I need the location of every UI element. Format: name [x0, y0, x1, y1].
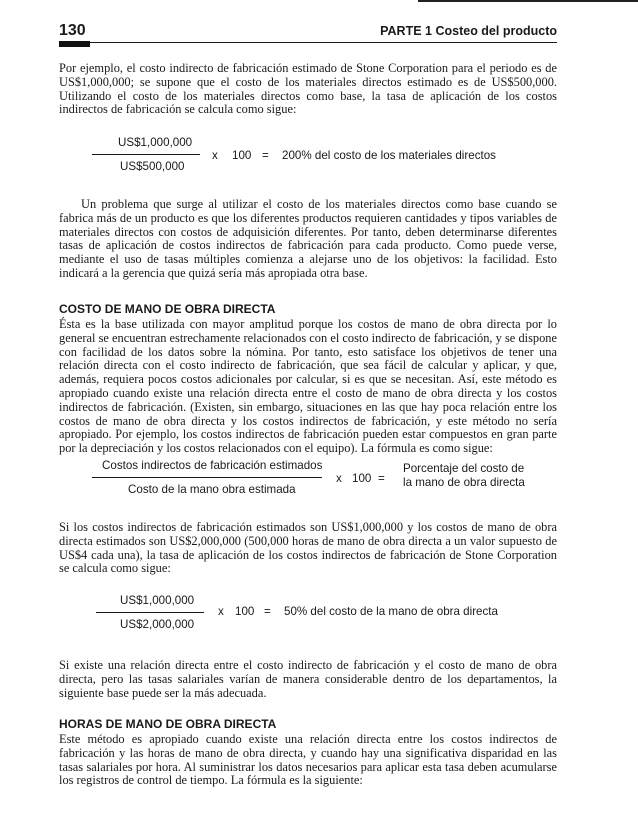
formula3-result: 50% del costo de la mano de obra directa — [284, 605, 498, 618]
heading-direct-labor-hours: HORAS DE MANO DE OBRA DIRECTA — [59, 717, 277, 731]
formula3-times: x — [218, 605, 224, 618]
formula2-fraction-bar — [92, 477, 322, 478]
page-number: 130 — [59, 22, 86, 39]
heading-direct-labor-cost: COSTO DE MANO DE OBRA DIRECTA — [59, 302, 276, 316]
formula2-times: x — [336, 472, 342, 485]
formula3-hundred: 100 — [235, 605, 255, 618]
paragraph-wage-variation: Si existe una relación directa entre el costo indirecto de fabricación y el costo de mano de obra directa, pero las tasas salariales varían de manera considerable dentro de los departamentos, la siguiente base puede ser la más adecuada. — [59, 658, 557, 700]
formula1-result: 200% del costo de los materiales directos — [282, 149, 496, 162]
formula1-fraction-bar — [92, 154, 200, 155]
formula1-numerator: US$1,000,000 — [118, 136, 193, 149]
formula2-denominator: Costo de la mano obra estimada — [128, 483, 296, 496]
header-rule — [59, 42, 557, 43]
formula2-equals: = — [378, 472, 385, 485]
running-head: PARTE 1 Costeo del producto — [380, 24, 557, 38]
page-header — [59, 22, 557, 44]
paragraph-direct-labor-cost: Ésta es la base utilizada con mayor amplitud porque los costos de mano de obra directa por lo general se encuentran estrechamente relacionados con el costo indirecto de fabricación, y se dispone con facilidad de los datos sobre la nómina. Por tanto, esto satisface los objetivos de tener una relación directa con el costo indirecto de fabricación, que sea fácil de calcular y aplicar, y que, además, requiera pocos costos adicionales por calcular, si es que se necesitan. Así, este método es apropiado cuando existe una relación directa entre el costo de mano de obra directa y los costos indirectos de fabricación. (Existen, sin embargo, situaciones en las que hay poca relación entre los costos de mano de obra directa y los costos indirectos de fabricación, y este método no sería apropiado. Por ejemplo, los costos indirectos de fabricación pueden estar compuestos en gran parte por la depreciación y los costos relacionados con el equipo). La fórmula es como sigue: — [59, 317, 557, 456]
paragraph-intro: Por ejemplo, el costo indirecto de fabricación estimado de Stone Corporation para el periodo es de US$1,000,000; se supone que el costo de los materiales directos estimado es de US$500,000. Utilizando el costo de los materiales directos como base, la tasa de aplicación de los costos indirectos de fabricación se calcula como sigue: — [59, 61, 557, 117]
formula1-denominator: US$500,000 — [120, 160, 185, 173]
formula2-hundred: 100 — [352, 472, 372, 485]
paragraph-labor-example: Si los costos indirectos de fabricación estimados son US$1,000,000 y los costos de mano de obra directa estimados son US$2,000,000 (500,000 horas de mano de obra directa a un valor supuesto de US$4 cada una), la tasa de aplicación de los costos indirectos de fabricación de Stone Corporation se calcula como sigue: — [59, 520, 557, 576]
formula2-result-line1: Porcentaje del costo de — [403, 462, 525, 475]
formula2-result-line2: la mano de obra directa — [403, 476, 525, 489]
paragraph-materials-problem: Un problema que surge al utilizar el costo de los materiales directos como base cuando se fabrica más de un producto es que los diferentes productos requieren cantidades y tipos variables de materiales directos con costos de adquisición diferentes. Por tanto, deben determinarse diferentes tasas de aplicación de costos indirectos de fabricación para cada producto. Como puede verse, mediante el uso de tasas múltiples comienza a alejarse uno de los objetivos: la facilidad. Esto indicará a la gerencia que quizá sería más apropiada otra base. — [59, 197, 557, 280]
formula1-hundred: 100 — [232, 149, 252, 162]
top-edge-rule — [418, 0, 638, 2]
formula3-numerator: US$1,000,000 — [120, 594, 195, 607]
header-corner-bar — [59, 41, 90, 47]
formula1-times: x — [212, 149, 218, 162]
formula3-fraction-bar — [96, 612, 204, 613]
formula2-numerator: Costos indirectos de fabricación estimados — [102, 459, 323, 472]
formula3-denominator: US$2,000,000 — [120, 618, 195, 631]
formula1-equals: = — [262, 149, 269, 162]
paragraph-direct-labor-hours: Este método es apropiado cuando existe una relación directa entre los costos indirectos de fabricación y las horas de mano de obra directa, y cuando hay una significativa disparidad en las tasas salariales por hora. Al suministrar los datos necesarios para aplicar esta tasa deben acumularse los registros de control de tiempo. La fórmula es la siguiente: — [59, 732, 557, 788]
formula3-equals: = — [264, 605, 271, 618]
